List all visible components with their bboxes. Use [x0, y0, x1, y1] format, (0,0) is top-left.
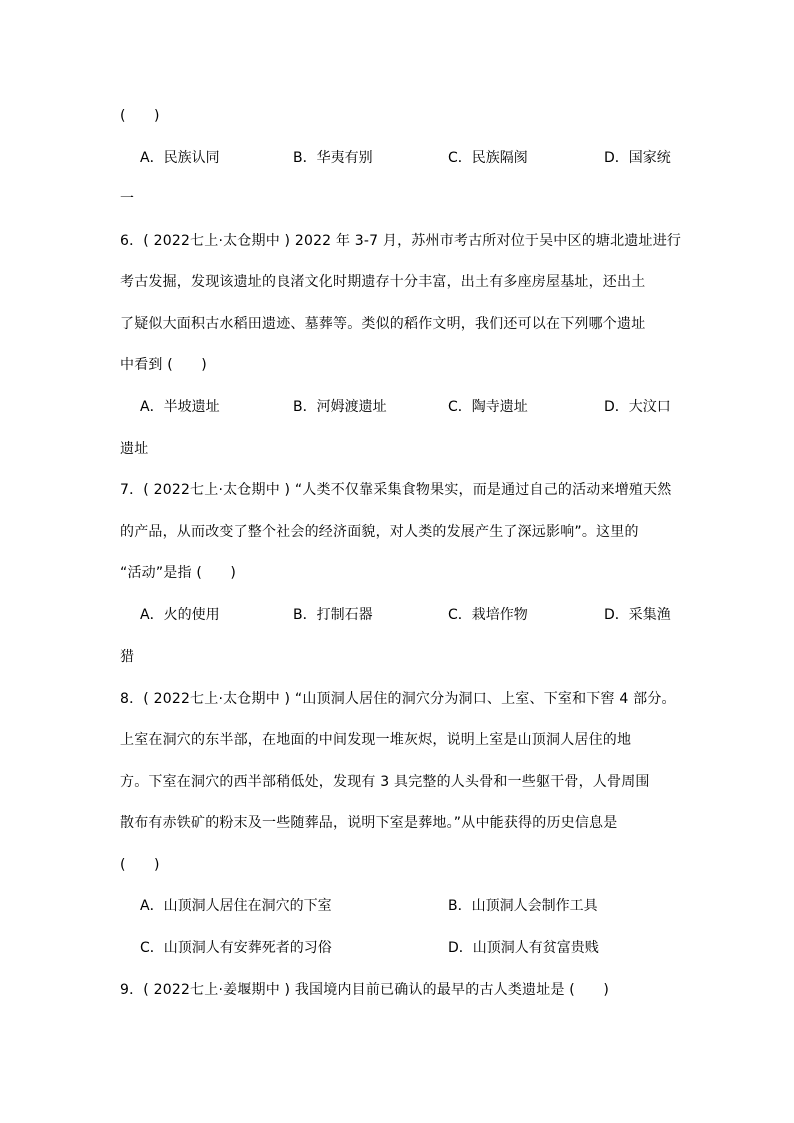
q7-line-1: 7．( 2022七上·太仓期中 ) “人类不仅靠采集食物果实，而是通过自己的活动来增殖天然: [120, 482, 672, 498]
q8-line-5: ( ): [120, 857, 160, 873]
q8-line-2: 上室在洞穴的东半部，在地面的中间发现一堆灰烬，说明上室是山顶洞人居住的地: [120, 732, 632, 748]
q5-option-b: B．华夷有别: [293, 150, 373, 166]
q7-line-2: 的产品，从而改变了整个社会的经济面貌，对人类的发展产生了深远影响”。这里的: [120, 524, 639, 540]
q7-option-c: C．栽培作物: [448, 607, 528, 623]
q7-option-b: B．打制石器: [293, 607, 373, 623]
q8-option-b: B．山顶洞人会制作工具: [448, 898, 598, 914]
q8-option-c: C．山顶洞人有安葬死者的习俗: [140, 940, 332, 956]
q8-option-d: D．山顶洞人有贫富贵贱: [448, 940, 599, 956]
q6-option-a: A．半坡遗址: [140, 399, 220, 415]
q5-answer-paren: ( ): [120, 108, 160, 124]
q6-option-d: D．大汶口: [604, 399, 671, 415]
q8-line-4: 散布有赤铁矿的粉末及一些随葬品，说明下室是葬地。”从中能获得的历史信息是: [120, 815, 618, 831]
q8-line-3: 方。下室在洞穴的西半部稍低处，发现有 3 具完整的人头骨和一些躯干骨，人骨周围: [120, 774, 650, 790]
q6-line-3: 了疑似大面积古水稻田遗迹、墓葬等。类似的稻作文明，我们还可以在下列哪个遗址: [120, 316, 646, 332]
q5-option-c: C．民族隔阂: [448, 150, 528, 166]
q7-option-a: A．火的使用: [140, 607, 220, 623]
q9-line-1: 9．( 2022七上·姜堰期中 ) 我国境内目前已确认的最早的古人类遗址是 ( ): [120, 982, 610, 998]
q6-option-c: C．陶寺遗址: [448, 399, 528, 415]
q6-option-b: B．河姆渡遗址: [293, 399, 387, 415]
q5-option-d-wrap: 一: [120, 191, 135, 207]
q7-line-3: “活动”是指 ( ): [120, 565, 237, 581]
q6-line-2: 考古发掘，发现该遗址的良渚文化时期遗存十分丰富，出土有多座房屋基址，还出土: [120, 274, 646, 290]
q7-option-d-wrap: 猎: [120, 649, 135, 665]
q6-line-1: 6．( 2022七上·太仓期中 ) 2022 年 3-7 月，苏州市考古所对位于吴中区的塘北遗址进行: [120, 233, 682, 249]
q5-option-a: A．民族认同: [140, 150, 220, 166]
q8-line-1: 8．( 2022七上·太仓期中 ) “山顶洞人居住的洞穴分为洞口、上室、下室和下窖 4 部分。: [120, 691, 676, 707]
q7-option-d: D．采集渔: [604, 607, 671, 623]
q6-line-4: 中看到 ( ): [120, 357, 207, 373]
q5-option-d: D．国家统: [604, 150, 671, 166]
q8-option-a: A．山顶洞人居住在洞穴的下室: [140, 898, 332, 914]
q6-option-d-wrap: 遗址: [120, 441, 149, 457]
